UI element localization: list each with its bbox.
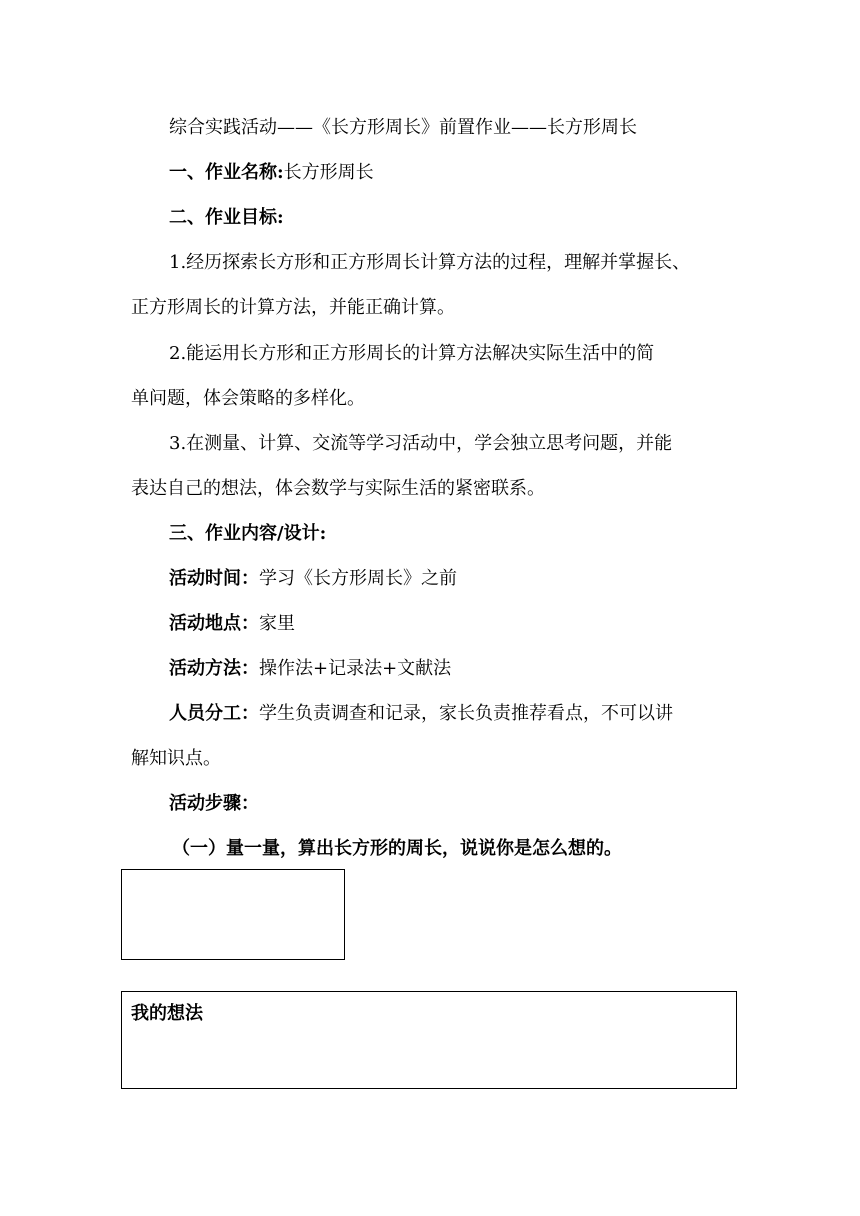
activity-place-value: 家里	[259, 613, 295, 634]
activity-time-label: 活动时间：	[169, 568, 259, 589]
activity-time-row	[169, 567, 457, 591]
goal1-line2: 正方形周长的计算方法，并能正确计算。	[131, 297, 455, 318]
thoughts-label: 我的想法	[131, 1003, 203, 1024]
roles-row	[169, 702, 673, 726]
activity-place-row	[169, 612, 295, 636]
goal2-line2: 单问题，体会策略的多样化。	[131, 388, 365, 409]
activity-place-label: 活动地点：	[169, 613, 259, 634]
section2-heading: 二、作业目标:	[169, 207, 284, 228]
section1-heading: 一、作业名称:	[169, 162, 284, 183]
steps-heading: 活动步骤：	[169, 793, 259, 814]
goal2-line1: 2.能运用长方形和正方形周长的计算方法解决实际生活中的简	[169, 343, 655, 364]
step1-instruction: （一）量一量，算出长方形的周长，说说你是怎么想的。	[172, 838, 622, 859]
goal1-line1: 1.经历探索长方形和正方形周长计算方法的过程，理解并掌握长、	[169, 252, 691, 273]
document-title: 综合实践活动——《长方形周长》前置作业——长方形周长	[169, 117, 637, 138]
activity-method-value: 操作法+记录法+文献法	[259, 658, 452, 679]
thoughts-box[interactable]	[121, 991, 737, 1089]
roles-line1: 学生负责调查和记录，家长负责推荐看点，不可以讲	[259, 703, 673, 724]
section1-row	[169, 161, 374, 185]
goal3-line1: 3.在测量、计算、交流等学习活动中，学会独立思考问题，并能	[169, 433, 673, 454]
rectangle-to-measure	[121, 869, 345, 960]
roles-line2: 解知识点。	[131, 748, 221, 769]
goal3-line2: 表达自己的想法，体会数学与实际生活的紧密联系。	[131, 478, 545, 499]
activity-method-row	[169, 657, 451, 681]
activity-method-label: 活动方法：	[169, 658, 259, 679]
section1-value: 长方形周长	[283, 162, 374, 183]
roles-label: 人员分工：	[169, 703, 259, 724]
activity-time-value: 学习《长方形周长》之前	[259, 568, 457, 589]
section3-heading: 三、作业内容/设计:	[169, 523, 327, 544]
